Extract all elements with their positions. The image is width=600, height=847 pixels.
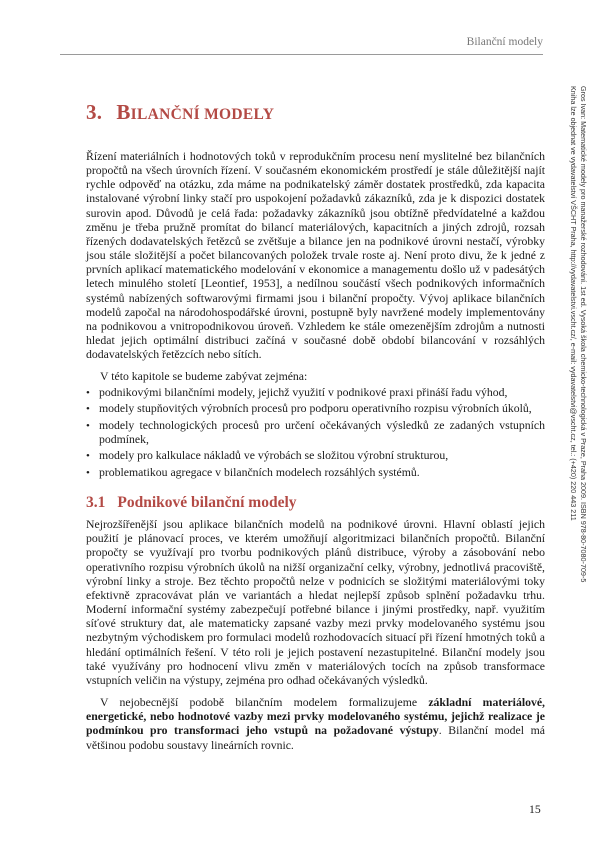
- list-intro: V této kapitole se budeme zabývat zejména:: [100, 370, 308, 384]
- chapter-title-rest-2: MODELY: [204, 106, 275, 123]
- list-item-text: podnikovými bilančními modely, jejichž využití v podnikové praxi přináší řadu výhod,: [99, 385, 508, 399]
- side-note: [560, 86, 592, 696]
- side-note-line-1: Gros Ivan: Matematické modely pro manažerské rozhodování. 1st ed. Vysoká škola chemicko-technologická v Praze, Praha 2009. ISBN 978-80-7080-709-5: [579, 86, 588, 583]
- section-heading: [86, 496, 545, 510]
- final-paragraph-end: . Bilanční model má většinou podobu soustavy lineárních rovnic.: [86, 724, 545, 752]
- bullet-icon: •: [86, 466, 90, 479]
- page-body: [86, 150, 545, 753]
- page-number: 15: [529, 803, 541, 816]
- list-item: [86, 386, 545, 400]
- chapter-title-initial: B: [116, 100, 131, 124]
- list-item: [86, 466, 545, 480]
- list-item: [86, 449, 545, 463]
- bullet-icon: •: [86, 403, 90, 416]
- list-item-text: modely stupňovitých výrobních procesů pro podporu operativního rozpisu výrobních úkolů,: [99, 402, 532, 416]
- list-item: [86, 402, 545, 416]
- section-title: Podnikové bilanční modely: [117, 494, 297, 511]
- final-paragraph: [86, 696, 545, 753]
- section-number: 3.1: [86, 494, 106, 511]
- running-header: [60, 34, 543, 55]
- list-item-text: modely technologických procesů pro určení očekávaných výsledků ze zadaných vstupních podmínek,: [99, 418, 545, 446]
- final-paragraph-start: V nejobecnější podobě bilančním modelem formalizujeme: [100, 696, 429, 710]
- list-item-text: modely pro kalkulace nákladů ve výrobách se složitou výrobní strukturou,: [99, 449, 449, 463]
- side-note-text: [569, 86, 588, 696]
- bullet-icon: •: [86, 419, 90, 432]
- bullet-icon: •: [86, 450, 90, 463]
- chapter-number: 3.: [86, 100, 103, 124]
- side-note-line-2: Kniha lze objednat ve vydavatelství VŠCHT Praha, http://vydavatelstvi.vscht.cz/, e-mail: vydavatelstvi@vscht.cz, tel.: (+420) 220 443 211: [569, 86, 579, 521]
- list-item: [86, 419, 545, 447]
- bullet-list: [86, 386, 545, 481]
- running-header-title: Bilanční modely: [466, 36, 543, 48]
- section-paragraph: Nejrozšířenější jsou aplikace bilančních modelů na podnikové úrovni. Hlavní oblastí jejich použití je plánovací proces, ve kterém umožňují algoritmizaci bilančních propočtů. Bilanční propočty se využívají pro tvorbu podnikových plánů distribuce, výroby a zásobování nebo operativního rozpisu výrobních úkolů na nižší organizační celky, výrobny, jednotlivá pracoviště, výrobní linky a stroje. Bez těchto propočtů nelze v podnicích se složitými materiálovými toky efektivně zpracovávat plán ve variantách a hledat nejlepší způsob splnění požadavku trhu. Moderní informační systémy zabezpečují potřebné bilance i jinými prostředky, např. využitím síťové struktury dat, ale matematicky zapsané vazby mezi prvky modelovaného systému jsou nezbytným východiskem pro formulaci modelů rozhodovacích situací při řízení hmotných toků a hledání optimálních řešení. V této roli je jejich postavení nezastupitelné. Bilanční modely jsou také využívány pro hodnocení vlivu změn v materiálových tocích na způsob transformace vstupních veličin na výstupy, zejména pro odhad očekávaných výsledků.: [86, 518, 545, 687]
- final-paragraph-emphasis: základní materiálové, energetické, nebo hodnotové vazby mezi prvky modelovaného systému, jejichž realizace je podmínkou pro transformaci jeho vstupů na požadované výstupy: [86, 696, 545, 738]
- bullet-icon: •: [86, 386, 90, 399]
- list-item-text: problematikou agregace v bilančních modelech rozsáhlých systémů.: [99, 465, 420, 479]
- intro-paragraph: Řízení materiálních i hodnotových toků v reprodukčním procesu není myslitelné bez bilančních propočtů na všech úrovních řízení. V současném ekonomickém prostředí je stále důležitější najít rychle odpověď na otázku, zda máme na podnikatelský záměr dostatek prostředků, zda kapacita instalované výrobní linky stačí pro uspokojení požadavků zákazníků, zda je k dispozici dostatek surovin apod. Důvodů je celá řada: požadavky zákazníků jsou obtížně předvídatelné a každou změnu je třeba pružně promítat do bilancí materiálových, kapacitních a jiných zdrojů, rozsah řízených dodavatelských řetězců se zvětšuje a bilance jen na podnikové úrovni nestačí, výrobky jsou stále složitější a počet bilancovaných položek trvale roste aj. Není proto divu, že k jedné z prvních aplikací matematického modelování v ekonomice a managementu došlo už v padesátých letech minulého století [Leontief, 1953], a nedílnou součástí všech podnikových informačních systémů nabízených softwarovými firmami jsou i bilanční propočty. Vývoj aplikace bilančních modelů započal na národohospodářské úrovni, postupně byly navržené modely implementovány na podnikovou a vnitropodnikovou úroveň. Vzhledem ke stále omezenějším zdrojům a nutnosti hledat jejich optimální distribuci začíná v současné době období bilancování v rozsáhlých dodavatelských řetězcích nebo sítích.: [86, 150, 545, 362]
- chapter-title-rest-1: ILANČNÍ: [130, 106, 205, 123]
- chapter-heading: [86, 100, 526, 125]
